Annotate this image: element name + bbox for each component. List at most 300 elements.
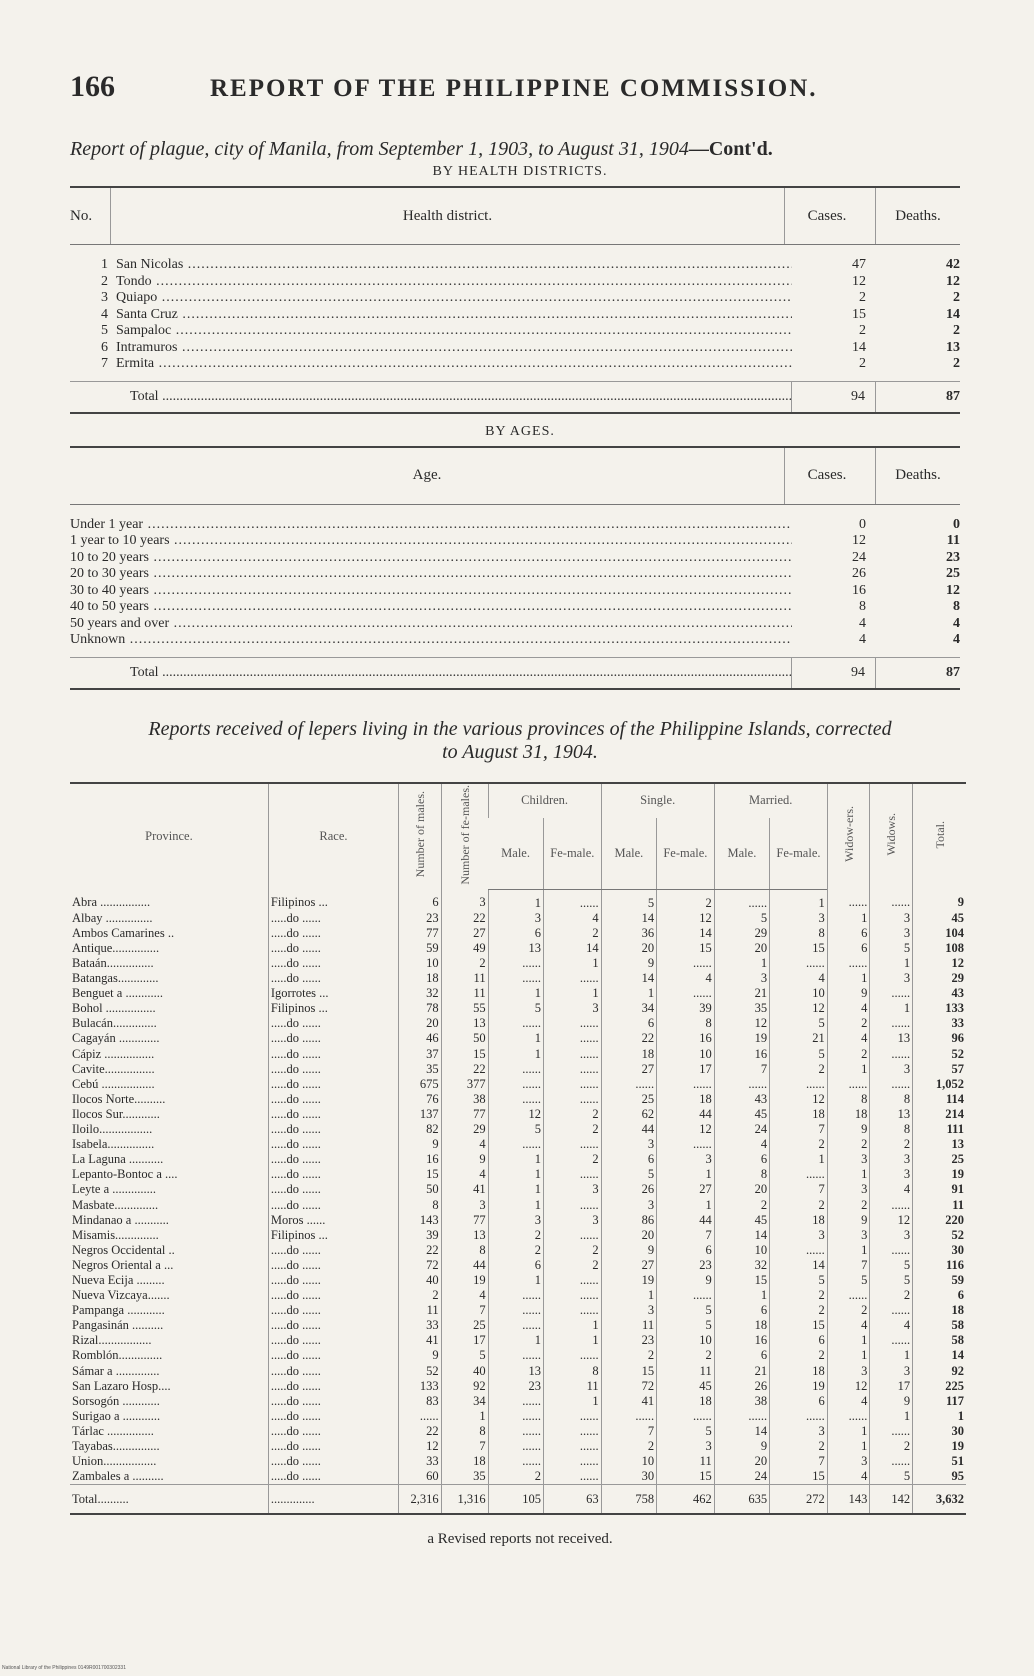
cell-widowers: 18 (827, 1107, 870, 1122)
col-health-district: Health district. (110, 188, 784, 244)
total-label: Total ..... (70, 382, 791, 412)
cell-race: .....do ...... (268, 1409, 398, 1424)
col-deaths: Deaths. (875, 448, 960, 504)
cell-widowers: ...... (827, 1288, 870, 1303)
cell-children-male: 1 (488, 986, 543, 1001)
cell-males: 33 (399, 1318, 442, 1333)
table-row (70, 1092, 966, 1107)
cell-province: Leyte a .............. (72, 1182, 157, 1197)
cell-single-female: 14 (657, 926, 715, 941)
cell-children-female: 1 (544, 986, 602, 1001)
col-deaths: Deaths. (875, 188, 960, 244)
age-table-header (70, 446, 960, 505)
table-row (70, 986, 966, 1001)
cell-males: 6 (399, 889, 442, 911)
cell-males: 77 (399, 926, 442, 941)
cell-married-female: 18 (770, 1213, 828, 1228)
cell-single-male: 14 (601, 971, 656, 986)
cell-single-female: 18 (657, 1394, 715, 1409)
cell-married-female: ...... (770, 956, 828, 971)
cell-single-female: 45 (657, 1379, 715, 1394)
cell-married-male: 35 (714, 1001, 769, 1016)
cell-single-female: 23 (657, 1258, 715, 1273)
cell-single-male: ...... (601, 1409, 656, 1424)
cell-children-female: ...... (544, 1273, 602, 1288)
cell-males: 32 (399, 986, 442, 1001)
cell-province: Pampanga ............ (72, 1303, 165, 1318)
cell-females: 22 (441, 911, 488, 926)
cell-children-female: 2 (544, 1152, 602, 1167)
cell-children-male: 23 (488, 1379, 543, 1394)
cell-married-female: 2 (770, 1062, 828, 1077)
cell-females: 3 (441, 889, 488, 911)
cell-single-female: 10 (657, 1333, 715, 1348)
cell-province: La Laguna ........... (72, 1152, 164, 1167)
footnote: a Revised reports not received. (427, 1531, 613, 1548)
col-children-male: Male. (488, 818, 543, 889)
district-deaths: 12 (946, 273, 960, 289)
cell-females: 19 (441, 1273, 488, 1288)
cell-single-female: 18 (657, 1092, 715, 1107)
district-deaths: 2 (953, 290, 960, 305)
cell-widowers: 4 (827, 1031, 870, 1046)
cell-children-male: ...... (488, 1348, 543, 1363)
cell-children-female: ...... (544, 1288, 602, 1303)
lepers-table (70, 782, 966, 1516)
total-children-female: 63 (544, 1485, 602, 1515)
cell-race: .....do ...... (268, 1469, 398, 1485)
cell-total: 104 (913, 926, 966, 941)
cell-race: .....do ...... (268, 1424, 398, 1439)
cell-married-female: 15 (770, 941, 828, 956)
age-row (70, 566, 960, 583)
lepers-table-body (70, 889, 966, 1485)
cell-widows: 8 (870, 1092, 913, 1107)
col-married: Married. (714, 783, 827, 819)
cell-race: .....do ...... (268, 956, 398, 971)
district-number: 6 (101, 339, 108, 355)
table-row (70, 926, 966, 941)
cell-married-male: 5 (714, 911, 769, 926)
cell-married-male: 20 (714, 1454, 769, 1469)
cell-females: 27 (441, 926, 488, 941)
cell-children-female: 2 (544, 1107, 602, 1122)
cell-females: 7 (441, 1303, 488, 1318)
cell-males: 72 (399, 1258, 442, 1273)
cell-single-female: ...... (657, 1077, 715, 1092)
cell-widowers: ...... (827, 889, 870, 911)
cell-total: 116 (913, 1258, 966, 1273)
cell-males: 78 (399, 1001, 442, 1016)
cell-married-female: 3 (770, 1228, 828, 1243)
number-of-females-label: Number of fe-males. (457, 784, 472, 885)
age-table-body (70, 505, 960, 657)
cell-married-female: 1 (770, 1152, 828, 1167)
district-number: 7 (101, 356, 108, 371)
cell-widows: 13 (870, 1107, 913, 1122)
cell-widowers: 5 (827, 1273, 870, 1288)
cell-widows: 3 (870, 1167, 913, 1182)
cell-females: 18 (441, 1454, 488, 1469)
cell-race: .....do ...... (268, 1258, 398, 1273)
cell-total: 1 (913, 1409, 966, 1424)
cell-males: 133 (399, 1379, 442, 1394)
cell-males: 675 (399, 1077, 442, 1092)
cell-males: 9 (399, 1137, 442, 1152)
age-group: 10 to 20 years ..... (70, 550, 792, 567)
cell-widowers: 4 (827, 1394, 870, 1409)
cell-single-female: 3 (657, 1439, 715, 1454)
cell-widowers: 3 (827, 1364, 870, 1379)
district-name: Santa Cruz ..... (116, 307, 792, 324)
age-row (70, 616, 960, 633)
cell-married-male: 29 (714, 926, 769, 941)
age-group: 40 to 50 years ..... (70, 599, 792, 616)
cell-total: 96 (913, 1031, 966, 1046)
cell-females: 77 (441, 1213, 488, 1228)
cell-males: 22 (399, 1424, 442, 1439)
cell-race: .....do ...... (268, 926, 398, 941)
cell-married-male: 16 (714, 1047, 769, 1062)
cell-married-female: 3 (770, 1424, 828, 1439)
cell-widowers: ...... (827, 1077, 870, 1092)
cell-married-male: 4 (714, 1137, 769, 1152)
age-deaths: 25 (946, 566, 960, 581)
cell-single-male: 15 (601, 1364, 656, 1379)
cell-single-female: 5 (657, 1424, 715, 1439)
cell-widows: 5 (870, 1273, 913, 1288)
cell-race: Moros ...... (268, 1213, 398, 1228)
cell-children-female: ...... (544, 1439, 602, 1454)
cell-single-female: 15 (657, 1469, 715, 1485)
cell-married-female: 7 (770, 1182, 828, 1197)
cell-males: 8 (399, 1198, 442, 1213)
cell-married-female: 5 (770, 1047, 828, 1062)
cell-children-female: 1 (544, 956, 602, 971)
cell-married-female: ...... (770, 1243, 828, 1258)
cell-married-female: 2 (770, 1198, 828, 1213)
cell-married-female: 2 (770, 1439, 828, 1454)
cell-province: Ambos Camarines .. (72, 925, 175, 940)
age-cases: 16 (852, 582, 866, 598)
cell-children-male: 2 (488, 1469, 543, 1485)
cell-children-female: ...... (544, 1303, 602, 1318)
cell-females: 8 (441, 1424, 488, 1439)
cell-married-male: 45 (714, 1213, 769, 1228)
cell-married-female: 6 (770, 1394, 828, 1409)
cell-children-male: ...... (488, 956, 543, 971)
total-married-male: 635 (714, 1485, 769, 1515)
cell-single-female: 4 (657, 971, 715, 986)
table-row (70, 941, 966, 956)
cell-widows: ...... (870, 1047, 913, 1062)
cell-widowers: 2 (827, 1303, 870, 1318)
cell-married-male: 9 (714, 1439, 769, 1454)
cell-single-female: 2 (657, 1348, 715, 1363)
age-cases: 8 (859, 599, 866, 614)
table-row (70, 1364, 966, 1379)
cell-widowers: 3 (827, 1182, 870, 1197)
cell-married-female: 15 (770, 1318, 828, 1333)
cell-married-female: 19 (770, 1379, 828, 1394)
cell-single-female: 1 (657, 1167, 715, 1182)
cell-females: 5 (441, 1348, 488, 1363)
cell-children-female: ...... (544, 1062, 602, 1077)
cell-widowers: 9 (827, 986, 870, 1001)
cell-widows: 2 (870, 1288, 913, 1303)
cell-single-female: 3 (657, 1152, 715, 1167)
total-cases: 94 (791, 658, 875, 688)
cell-females: 9 (441, 1152, 488, 1167)
cell-children-male: 1 (488, 1198, 543, 1213)
cell-province: Masbate.............. (72, 1197, 159, 1212)
col-widowers (827, 783, 870, 890)
cell-race: .....do ...... (268, 1031, 398, 1046)
cell-married-male: ...... (714, 889, 769, 911)
cell-married-female: 2 (770, 1303, 828, 1318)
cell-married-male: 1 (714, 956, 769, 971)
cell-province: Surigao a ............ (72, 1408, 161, 1423)
district-cases: 12 (852, 273, 866, 289)
cell-race: .....do ...... (268, 911, 398, 926)
table-row (70, 1016, 966, 1031)
cell-total: 18 (913, 1303, 966, 1318)
district-row (70, 274, 960, 291)
cell-single-male: 1 (601, 986, 656, 1001)
col-widows (870, 783, 913, 890)
cell-married-male: 32 (714, 1258, 769, 1273)
cell-children-male: 1 (488, 1167, 543, 1182)
cell-widows: ...... (870, 986, 913, 1001)
cell-single-male: 7 (601, 1424, 656, 1439)
cell-married-female: 5 (770, 1016, 828, 1031)
cell-females: 25 (441, 1318, 488, 1333)
cell-married-female: 12 (770, 1092, 828, 1107)
cell-females: 44 (441, 1258, 488, 1273)
age-group: Unknown ..... (70, 632, 792, 649)
cell-total: 14 (913, 1348, 966, 1363)
cell-married-male: 24 (714, 1469, 769, 1485)
cell-children-female: 2 (544, 926, 602, 941)
cell-single-male: 9 (601, 1243, 656, 1258)
cell-children-female: 4 (544, 911, 602, 926)
cell-single-male: 22 (601, 1031, 656, 1046)
lepers-total-row (70, 1485, 966, 1515)
cell-single-female: 1 (657, 1198, 715, 1213)
cell-widows: 4 (870, 1318, 913, 1333)
age-deaths: 4 (953, 632, 960, 647)
cell-married-female: 7 (770, 1454, 828, 1469)
cell-race: Filipinos ... (268, 1228, 398, 1243)
table-row (70, 1213, 966, 1228)
cell-males: 59 (399, 941, 442, 956)
cell-married-male: 26 (714, 1379, 769, 1394)
age-deaths: 8 (953, 599, 960, 614)
cell-province: Tayabas............... (72, 1439, 160, 1454)
district-table (70, 186, 960, 414)
cell-single-male: 5 (601, 1167, 656, 1182)
table-row (70, 1439, 966, 1454)
cell-total: 29 (913, 971, 966, 986)
cell-children-female: 11 (544, 1379, 602, 1394)
cell-race: .....do ...... (268, 1439, 398, 1454)
district-row (70, 340, 960, 357)
district-deaths: 14 (946, 306, 960, 322)
cell-widowers: 3 (827, 1152, 870, 1167)
cell-widows: 1 (870, 1348, 913, 1363)
cell-total: 225 (913, 1379, 966, 1394)
age-group: 50 years and over ..... (70, 616, 792, 633)
cell-single-male: 36 (601, 926, 656, 941)
cell-children-male: 1 (488, 1182, 543, 1197)
cell-children-male: ...... (488, 1394, 543, 1409)
cell-males: 50 (399, 1182, 442, 1197)
cell-children-male: 1 (488, 1152, 543, 1167)
cell-widows: 3 (870, 1062, 913, 1077)
total-race: .............. (268, 1485, 398, 1515)
table-row (70, 1258, 966, 1273)
cell-males: 137 (399, 1107, 442, 1122)
cell-race: .....do ...... (268, 1243, 398, 1258)
cell-females: 4 (441, 1288, 488, 1303)
cell-children-male: ...... (488, 1424, 543, 1439)
col-no: No. (70, 207, 93, 224)
district-name: Intramuros ..... (116, 340, 792, 357)
cell-race: .....do ...... (268, 1379, 398, 1394)
cell-race: .....do ...... (268, 1394, 398, 1409)
cell-total: 12 (913, 956, 966, 971)
lepers-caption-line1: Reports received of lepers living in the various provinces of the Philippine Islands, corrected (148, 717, 892, 740)
cell-single-male: 2 (601, 1439, 656, 1454)
cell-single-male: 86 (601, 1213, 656, 1228)
cell-widows: ...... (870, 1198, 913, 1213)
cell-widowers: 8 (827, 1092, 870, 1107)
cell-children-male: 13 (488, 1364, 543, 1379)
cell-race: .....do ...... (268, 1092, 398, 1107)
cell-race: .....do ...... (268, 1062, 398, 1077)
cell-widowers: 4 (827, 1001, 870, 1016)
cell-females: 15 (441, 1047, 488, 1062)
total-single-female: 462 (657, 1485, 715, 1515)
cell-married-male: 21 (714, 1364, 769, 1379)
cell-total: 114 (913, 1092, 966, 1107)
cell-males: 40 (399, 1273, 442, 1288)
cell-race: .....do ...... (268, 1288, 398, 1303)
cell-total: 19 (913, 1167, 966, 1182)
archive-stamp: National Library of the Philippines 0149R001700302331 (2, 1665, 126, 1671)
cell-total: 9 (913, 889, 966, 911)
age-cases: 0 (859, 516, 866, 532)
district-name: Ermita ..... (116, 356, 792, 373)
cell-widows: 5 (870, 1258, 913, 1273)
cell-single-female: ...... (657, 1137, 715, 1152)
cell-children-male: 1 (488, 1333, 543, 1348)
cell-children-female: 2 (544, 1243, 602, 1258)
cell-males: 15 (399, 1167, 442, 1182)
cell-females: 22 (441, 1062, 488, 1077)
table-row (70, 1152, 966, 1167)
table-row (70, 1107, 966, 1122)
cell-children-female: ...... (544, 1092, 602, 1107)
cell-race: .....do ...... (268, 1047, 398, 1062)
cell-total: 30 (913, 1243, 966, 1258)
cell-single-female: 16 (657, 1031, 715, 1046)
cell-province: Ilocos Norte.......... (72, 1091, 166, 1106)
district-deaths: 2 (953, 323, 960, 338)
col-single: Single. (601, 783, 714, 819)
age-group: 1 year to 10 years ..... (70, 533, 792, 550)
total-females: 1,316 (441, 1485, 488, 1515)
cell-total: 13 (913, 1137, 966, 1152)
cell-children-male: ...... (488, 1137, 543, 1152)
col-age: Age. (412, 467, 442, 483)
cell-single-female: 44 (657, 1213, 715, 1228)
cell-married-male: 6 (714, 1348, 769, 1363)
cell-children-female: ...... (544, 1409, 602, 1424)
col-total (913, 783, 966, 890)
cell-children-male: ...... (488, 1077, 543, 1092)
cell-widows: 3 (870, 971, 913, 986)
cell-children-female: ...... (544, 1167, 602, 1182)
cell-children-female: ...... (544, 1137, 602, 1152)
cell-total: 57 (913, 1062, 966, 1077)
table-row (70, 1031, 966, 1046)
cell-total: 91 (913, 1182, 966, 1197)
cell-race: .....do ...... (268, 941, 398, 956)
district-row (70, 257, 960, 274)
district-name: Tondo ..... (116, 274, 792, 291)
cell-married-male: 21 (714, 986, 769, 1001)
cell-married-male: 18 (714, 1318, 769, 1333)
cell-widowers: 4 (827, 1469, 870, 1485)
cell-males: 16 (399, 1152, 442, 1167)
cell-children-female: 3 (544, 1182, 602, 1197)
cell-married-female: 18 (770, 1364, 828, 1379)
cell-married-male: 45 (714, 1107, 769, 1122)
cell-males: 10 (399, 956, 442, 971)
cell-married-female: 10 (770, 986, 828, 1001)
cell-married-male: 8 (714, 1167, 769, 1182)
cell-single-female: 12 (657, 911, 715, 926)
cell-province: Sorsogón ............ (72, 1393, 160, 1408)
cell-single-male: 27 (601, 1062, 656, 1077)
cell-single-male: 20 (601, 1228, 656, 1243)
cell-widowers: 1 (827, 1243, 870, 1258)
cell-children-male: ...... (488, 971, 543, 986)
cell-single-male: 9 (601, 956, 656, 971)
cell-widows: 3 (870, 1364, 913, 1379)
district-row (70, 290, 960, 307)
cell-widows: 3 (870, 1152, 913, 1167)
cell-total: 25 (913, 1152, 966, 1167)
district-table-body (70, 245, 960, 381)
cell-widowers: 6 (827, 926, 870, 941)
age-deaths: 0 (953, 516, 960, 532)
table-row (70, 1243, 966, 1258)
table-row (70, 1454, 966, 1469)
cell-total: 95 (913, 1469, 966, 1485)
ages-subheading: BY AGES. (485, 423, 555, 439)
cell-province: Bohol ................ (72, 1001, 156, 1016)
cell-widowers: 1 (827, 1348, 870, 1363)
cell-children-male: ...... (488, 1016, 543, 1031)
cell-total: 58 (913, 1318, 966, 1333)
cell-province: Iloilo................. (72, 1122, 153, 1137)
cell-married-female: 4 (770, 971, 828, 986)
total-province: Total.......... (70, 1485, 268, 1515)
cell-married-male: 20 (714, 941, 769, 956)
district-name: San Nicolas ..... (116, 257, 792, 274)
